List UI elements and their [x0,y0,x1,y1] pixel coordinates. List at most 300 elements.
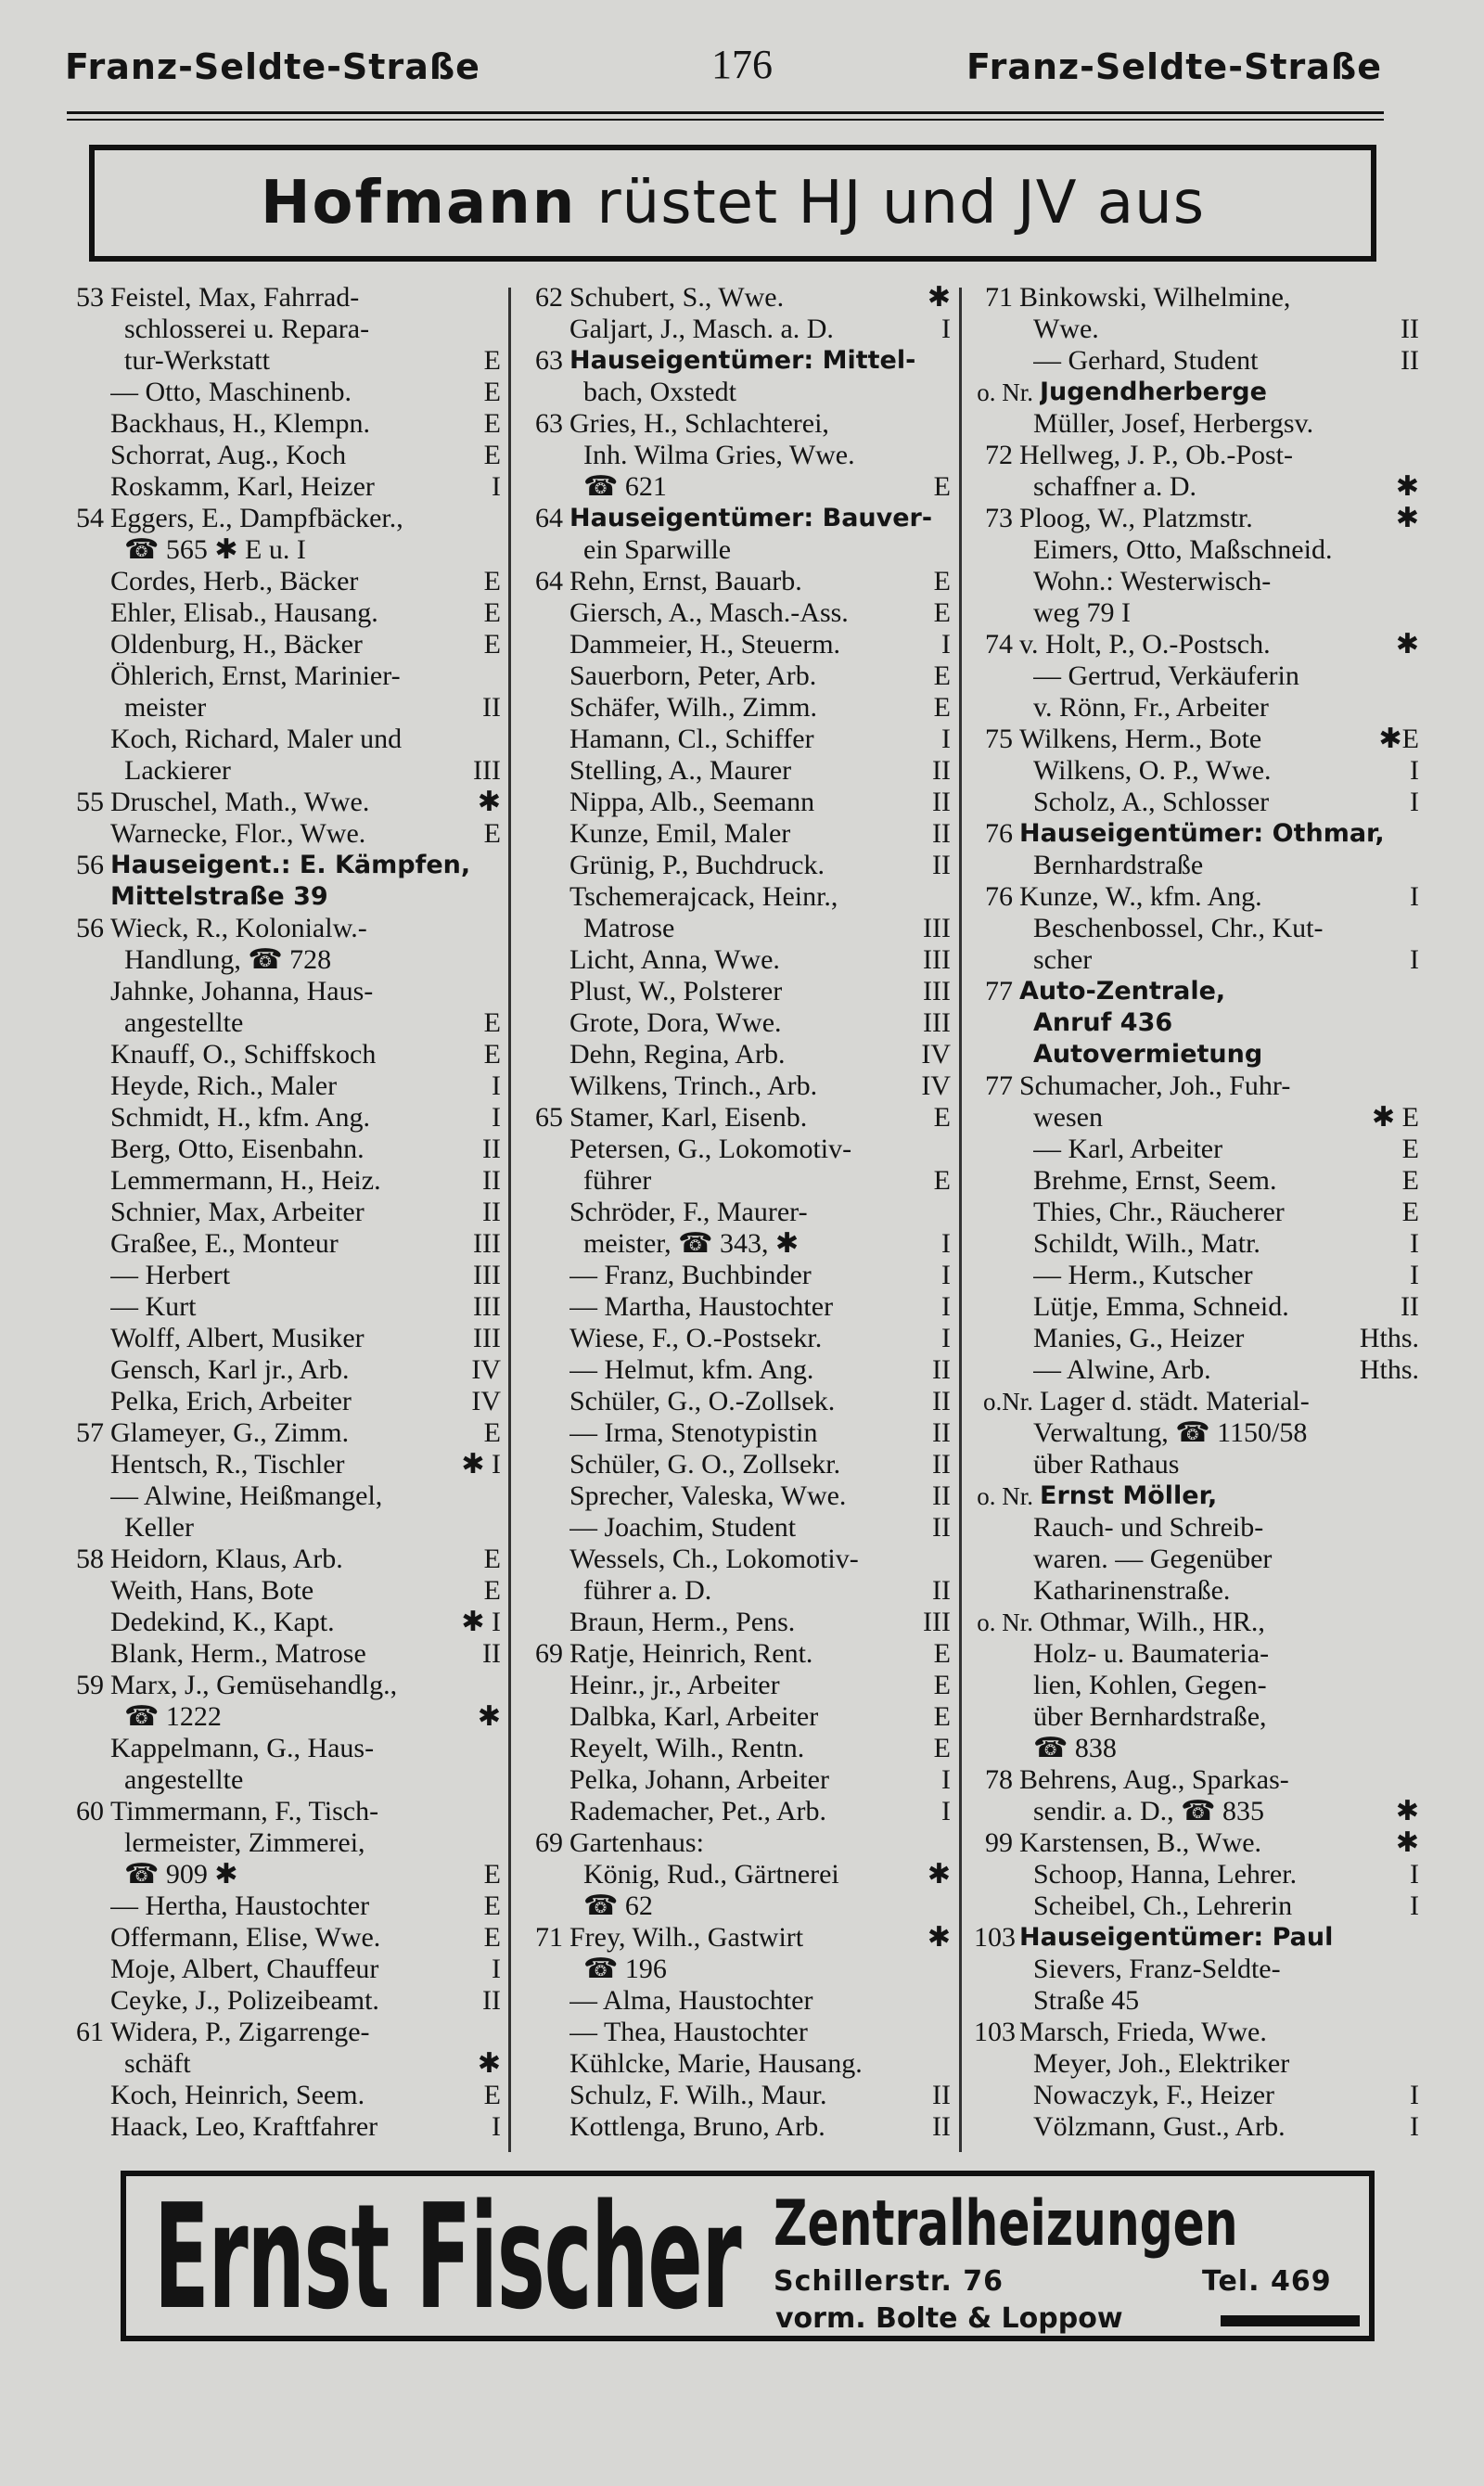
directory-entry [974,503,1419,534]
entry-name: schäft [124,2048,191,2079]
entry-name: führer a. D. [583,1575,712,1606]
directory-entry [974,1701,1419,1733]
entry-text [110,976,501,1007]
number-spacer [524,1197,569,1228]
entry-text [1033,1544,1419,1575]
entry-name: Offermann, Elise, Wwe. [110,1922,381,1953]
entry-name: Heinr., jr., Arbeiter [569,1670,780,1700]
entry-text [569,1701,951,1733]
directory-entry [65,1197,501,1228]
entry-text [110,629,501,660]
floor-mark: III [923,976,951,1006]
entry-text [569,1544,951,1575]
directory-entry [524,2017,951,2048]
entry-text [110,1070,501,1102]
entry-name: Widera, P., Zigarrenge- [110,2017,370,2047]
indent [974,408,1033,440]
number-spacer [524,1512,569,1544]
entry-text [1033,1291,1419,1323]
directory-entry [524,345,951,377]
entry-name: Holz- u. Baumateria- [1033,1638,1270,1669]
directory-entry [524,314,951,345]
directory-entry [524,1764,951,1796]
directory-entry [974,597,1419,629]
house-number: 57 [76,1417,104,1448]
entry-text [583,1575,951,1607]
entry-text [569,1670,951,1701]
entry-name: — Karl, Arbeiter [1033,1134,1223,1164]
house-number: 99 [985,1827,1013,1858]
number-spacer [524,755,569,787]
house-number: 69 [535,1638,563,1669]
directory-entry [524,724,951,755]
entry-text [1019,2017,1419,2048]
entry-name: Kühlcke, Marie, Hausang. [569,2048,863,2079]
number-spacer [524,314,569,345]
directory-entry [65,1859,501,1890]
directory-entry [65,282,501,314]
number-spacer [524,1449,569,1480]
entry-text [569,850,951,881]
directory-entry [65,1480,501,1512]
floor-mark: III [923,1607,951,1637]
directory-entry [974,629,1419,660]
indent [65,692,124,724]
floor-mark: I [1410,787,1419,817]
entry-name: Sauerborn, Peter, Arb. [569,660,817,691]
entry-name: Karstensen, B., Wwe. [1019,1827,1262,1858]
indent [524,377,583,408]
entry-name: Rauch- und Schreib- [1033,1512,1264,1543]
entry-name: Kappelmann, G., Haus- [110,1733,375,1763]
floor-mark: I [941,629,951,660]
floor-mark: II [932,2080,951,2110]
entry-name: Dehn, Regina, Arb. [569,1039,786,1070]
floor-mark: II [482,692,501,723]
entry-name: Pelka, Johann, Arbeiter [569,1764,829,1795]
directory-entry [974,440,1419,471]
entry-text [1033,755,1419,787]
directory-entry [65,1070,501,1102]
number-spacer [65,976,110,1007]
entry-text [110,1733,501,1764]
entry-name: Ehler, Elisab., Hausang. [110,597,378,628]
number-spacer [65,1733,110,1764]
indent [974,1733,1033,1764]
floor-mark: II [932,2111,951,2142]
entry-text [569,1007,951,1039]
directory-entry [524,440,951,471]
number-spacer [65,629,110,660]
directory-entry [65,755,501,787]
directory-entry [65,629,501,660]
entry-text [110,2111,501,2143]
directory-entry [524,1449,951,1480]
floor-mark: E [933,1733,951,1763]
directory-entry [65,692,501,724]
directory-entry [524,1638,951,1670]
entry-name: — Alwine, Arb. [1033,1354,1211,1385]
indent [65,1859,124,1890]
entry-name: Wessels, Ch., Lokomotiv- [569,1544,859,1574]
floor-mark: ✱ [927,1922,951,1953]
entry-name: Dedekind, K., Kapt. [110,1607,335,1637]
entry-text [110,1228,501,1260]
entry-text [1033,1260,1419,1291]
number-spacer [65,440,110,471]
entry-name: Nowaczyk, F., Heizer [1033,2080,1274,2110]
number-spacer [524,2080,569,2111]
indent [974,1796,1033,1827]
entry-text [1033,1449,1419,1480]
entry-name: Hauseigentümer: Bauver- [569,504,933,532]
number-spacer [524,1291,569,1323]
entry-text [110,1449,501,1480]
entry-text [569,1291,951,1323]
entry-text [110,1291,501,1323]
floor-mark: E [933,1701,951,1732]
entry-text [569,2080,951,2111]
entry-text [569,629,951,660]
indent [974,944,1033,976]
directory-entry [65,1733,501,1764]
number-spacer [65,1039,110,1070]
indent [65,1827,124,1859]
indent [524,1859,583,1890]
directory-entry [65,440,501,471]
entry-text [569,2017,951,2048]
directory-entry [974,913,1419,944]
directory-entry [974,1197,1419,1228]
floor-mark: E [1401,1197,1419,1227]
entry-name: Graßee, E., Monteur [110,1228,339,1259]
entry-name: Kunze, Emil, Maler [569,818,791,849]
floor-mark: E [483,1544,501,1574]
entry-name: Cordes, Herb., Bäcker [110,566,359,596]
number-spacer [65,1449,110,1480]
entry-text [124,314,501,345]
indent [65,1764,124,1796]
directory-entry [65,1228,501,1260]
floor-mark: E [483,440,501,470]
entry-text [569,1733,951,1764]
directory-entry [974,1764,1419,1796]
directory-entry [65,1449,501,1480]
directory-entry [524,1480,951,1512]
directory-entry [524,818,951,850]
entry-name: Mittelstraße 39 [110,882,328,911]
house-number: 73 [985,503,1013,533]
entry-name: Koch, Richard, Maler und [110,724,403,754]
entry-name: Hauseigentümer: Paul [1019,1923,1334,1952]
directory-entry [974,1827,1419,1859]
entry-text [110,1670,501,1701]
house-number: o.Nr. [983,1388,1033,1416]
entry-name: — Herm., Kutscher [1033,1260,1253,1290]
entry-text [110,503,501,534]
indent [974,345,1033,377]
floor-mark: E [933,471,951,502]
entry-name: Gries, H., Schlachterei, [569,408,829,439]
floor-mark: ✱ [1395,1796,1419,1826]
entry-text [110,1480,501,1512]
entry-name: Schumacher, Joh., Fuhr- [1019,1070,1291,1101]
house-number: 78 [985,1764,1013,1795]
entry-text [569,976,951,1007]
entry-text [110,2080,501,2111]
directory-entry [974,1575,1419,1607]
floor-mark: ✱ [477,1701,501,1732]
entry-text [1019,976,1419,1007]
indent [974,1890,1033,1922]
directory-entry [65,1039,501,1070]
house-number: 71 [535,1922,563,1953]
entry-text [569,1417,951,1449]
house-number: 77 [985,1070,1013,1101]
number-spacer [65,1480,110,1512]
directory-entry [65,1323,501,1354]
entry-name: — Kurt [110,1291,197,1322]
number-spacer [65,1228,110,1260]
directory-entry [65,534,501,566]
house-number: o. Nr. [977,378,1033,406]
floor-mark: E [933,597,951,628]
entry-name: — Helmut, kfm. Ang. [569,1354,814,1385]
entry-name: Knauff, O., Schiffskoch [110,1039,377,1070]
number-spacer [524,724,569,755]
entry-name: Rehn, Ernst, Bauarb. [569,566,802,596]
directory-entry [65,1291,501,1323]
entry-text [1019,1764,1419,1796]
floor-mark: E [483,1859,501,1890]
directory-entry [524,976,951,1007]
entry-text [569,1796,951,1827]
entry-text [569,724,951,755]
directory-entry [974,1480,1419,1512]
directory-entry [524,1039,951,1070]
directory-entry [524,1607,951,1638]
directory-entry [65,1985,501,2017]
number-spacer [524,597,569,629]
indent [974,1260,1033,1291]
indent [974,1512,1033,1544]
entry-name: Ploog, W., Platzmstr. [1019,503,1253,533]
entry-name: Giersch, A., Masch.-Ass. [569,597,849,628]
directory-entry [524,1670,951,1701]
entry-name: meister [124,692,207,723]
directory-entry [974,345,1419,377]
floor-mark: ✱ [477,2048,501,2079]
indent [974,1859,1033,1890]
number-spacer [524,1354,569,1386]
floor-mark: E [483,1890,501,1921]
entry-name: sendir. a. D., ☎ 835 [1033,1796,1265,1826]
floor-mark: II [1401,1291,1419,1322]
entry-name: Behrens, Aug., Sparkas- [1019,1764,1289,1795]
hofmann-advertisement [89,145,1376,262]
directory-entry [65,850,501,881]
entry-text [569,1102,951,1134]
floor-mark: ✱ [1395,1827,1419,1858]
entry-name: Rademacher, Pet., Arb. [569,1796,827,1826]
number-spacer [65,1386,110,1417]
entry-text [569,2111,951,2143]
indent [974,913,1033,944]
entry-text [110,282,501,314]
number-spacer [524,1260,569,1291]
entry-text [569,1039,951,1070]
floor-mark: I [1410,1859,1419,1890]
directory-entry [974,1890,1419,1922]
number-spacer [524,1007,569,1039]
directory-entry [974,1134,1419,1165]
number-spacer [524,660,569,692]
entry-text [110,787,501,818]
entry-text [569,1134,951,1165]
header-rule [67,111,1384,114]
entry-text [124,1512,501,1544]
directory-entry [65,2111,501,2143]
house-number: 103 [974,1922,1016,1953]
entry-text [1019,440,1419,471]
entry-text [569,1985,951,2017]
entry-name: wesen [1033,1102,1103,1133]
directory-entry [65,1007,501,1039]
indent [974,314,1033,345]
floor-mark: II [932,1512,951,1543]
entry-name: über Bernhardstraße, [1033,1701,1267,1732]
directory-entry [974,881,1419,913]
entry-name: Müller, Josef, Herbergsv. [1033,408,1314,439]
entry-text [1033,2080,1419,2111]
directory-entry [524,1323,951,1354]
house-number: 72 [985,440,1013,470]
entry-name: Marsch, Frieda, Wwe. [1019,2017,1267,2047]
directory-entry [65,503,501,534]
indent [974,471,1033,503]
directory-entry [65,1922,501,1954]
directory-entry [524,660,951,692]
entry-name: Grote, Dora, Wwe. [569,1007,782,1038]
directory-entry [524,1165,951,1197]
directory-entry [974,944,1419,976]
directory-entry [65,1575,501,1607]
ad-phone: Tel. 469 [1202,2265,1332,2298]
directory-entry [524,1007,951,1039]
directory-entry [524,1544,951,1575]
directory-entry [524,944,951,976]
entry-name: Verwaltung, ☎ 1150/58 [1033,1417,1308,1448]
directory-entry [65,660,501,692]
directory-entry [524,1291,951,1323]
entry-name: Wiese, F., O.-Postsekr. [569,1323,823,1353]
number-spacer [65,377,110,408]
house-number: 63 [535,345,563,376]
floor-mark: ✱ [477,787,501,817]
entry-text [1033,314,1419,345]
directory-entry [65,566,501,597]
entry-text [1033,1417,1419,1449]
directory-entry [524,1890,951,1922]
floor-mark: III [923,913,951,943]
directory-entry [65,724,501,755]
directory-entry [974,1260,1419,1291]
number-spacer [65,597,110,629]
entry-text [1019,1922,1419,1954]
floor-mark: II [932,1575,951,1606]
column-3 [974,282,1419,2160]
floor-mark: I [1410,881,1419,912]
entry-text [1019,724,1419,755]
entry-name: angestellte [124,1007,244,1038]
entry-text [110,1607,501,1638]
directory-entry [524,471,951,503]
entry-name: Inh. Wilma Gries, Wwe. [583,440,855,470]
entry-name: Heidorn, Klaus, Arb. [110,1544,343,1574]
entry-text [569,818,951,850]
entry-name: Schmidt, H., kfm. Ang. [110,1102,371,1133]
indent [974,692,1033,724]
directory-entry [524,1260,951,1291]
entry-name: v. Rönn, Fr., Arbeiter [1033,692,1269,723]
number-spacer [65,1954,110,1985]
entry-name: Licht, Anna, Wwe. [569,944,780,975]
directory-entry [974,1449,1419,1480]
entry-name: Auto-Zentrale, [1019,977,1226,1006]
entry-name: Katharinenstraße. [1033,1575,1231,1606]
directory-entry [974,1102,1419,1134]
entry-text [110,1102,501,1134]
entry-text [1033,408,1419,440]
entry-name: Straße 45 [1033,1985,1140,2016]
directory-entry [524,1386,951,1417]
house-number: 55 [76,787,104,817]
indent [974,787,1033,818]
entry-text [110,377,501,408]
directory-entry [974,566,1419,597]
number-spacer [65,471,110,503]
floor-mark: E [483,1417,501,1448]
entry-name: weg 79 I [1033,597,1131,628]
house-number: 61 [76,2017,104,2047]
number-spacer [524,976,569,1007]
indent [974,1228,1033,1260]
floor-mark: E [483,345,501,376]
directory-entry [524,597,951,629]
indent [974,1954,1033,1985]
entry-name: Lackierer [124,755,231,786]
house-number: 76 [985,818,1013,849]
floor-mark: E [933,1638,951,1669]
house-number: 76 [985,881,1013,912]
number-spacer [524,1544,569,1575]
number-spacer [65,818,110,850]
entry-name: tur-Werkstatt [124,345,270,376]
floor-mark: II [482,1985,501,2016]
ad-slogan: rüstet HJ und JV aus [596,169,1206,237]
directory-entry [974,787,1419,818]
floor-mark: ✱E [1378,724,1419,754]
floor-mark: E [933,1670,951,1700]
entry-text [1040,377,1419,408]
house-number: 74 [985,629,1013,660]
entry-name: Scholz, A., Schlosser [1033,787,1270,817]
directory-entry [974,471,1419,503]
entry-text [569,566,951,597]
floor-mark: III [923,944,951,975]
entry-name: — Joachim, Student [569,1512,797,1543]
entry-name: Schorrat, Aug., Koch [110,440,347,470]
